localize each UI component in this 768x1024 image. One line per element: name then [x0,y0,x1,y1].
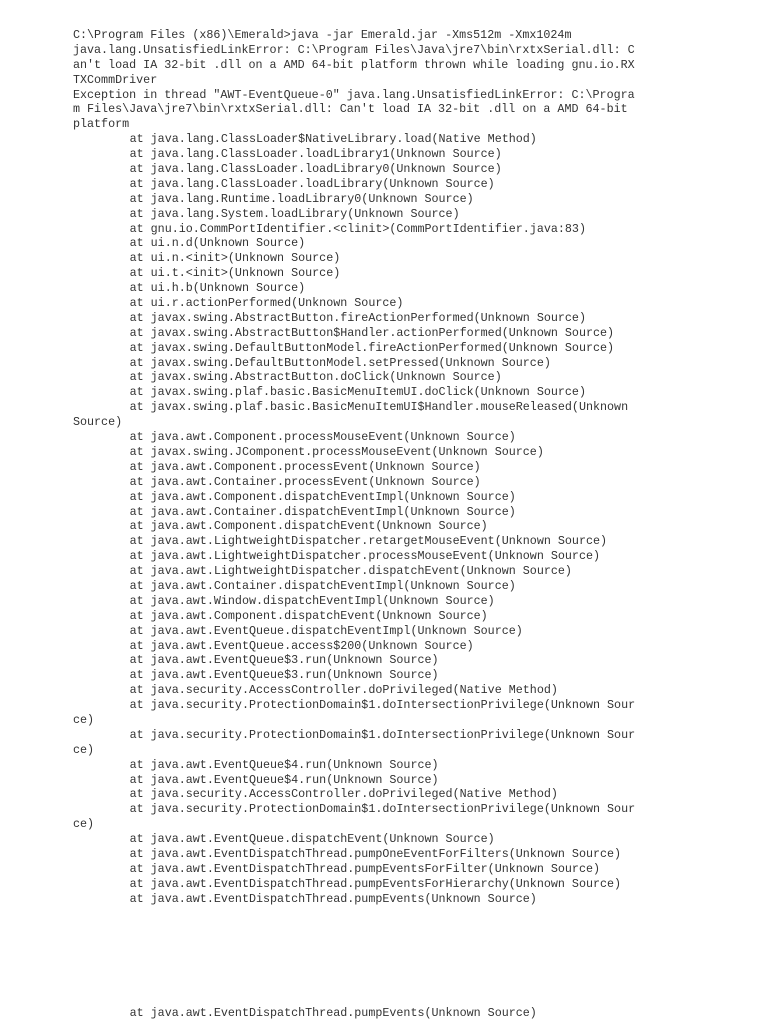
stack-frame-line: at java.awt.EventQueue$3.run(Unknown Source) [129,653,439,668]
stack-frame-line: at java.awt.LightweightDispatcher.retargetMouseEvent(Unknown Source) [129,534,608,549]
stack-frame-line: at ui.n.d(Unknown Source) [129,236,306,251]
stack-frame-line: at java.awt.Component.processEvent(Unknown Source) [129,459,481,474]
console-line: java.lang.UnsatisfiedLinkError: C:\Program Files\Java\jre7\bin\rxtxSerial.dll: C [72,42,635,57]
stack-frame-line: at java.security.ProtectionDomain$1.doIntersectionPrivilege(Unknown Sour [129,802,636,817]
console-line: ce) [72,742,95,757]
stack-frame-line: at java.awt.Container.dispatchEventImpl(Unknown Source) [129,504,516,519]
stack-frame-line: at java.lang.ClassLoader.loadLibrary0(Unknown Source) [129,162,502,177]
stack-frame-line: at java.awt.EventQueue$4.run(Unknown Source) [129,772,439,787]
stack-frame-line: at java.awt.Container.processEvent(Unknown Source) [129,474,481,489]
stack-frame-line: at java.awt.EventQueue$4.run(Unknown Source) [129,757,439,772]
stack-frame-line: at ui.t.<init>(Unknown Source) [129,266,341,281]
stack-frame-line: at java.awt.Component.dispatchEvent(Unknown Source) [129,608,488,623]
stack-trace-tail [0,1006,559,1021]
stack-frame-line: at java.lang.ClassLoader$NativeLibrary.load(Native Method) [129,132,537,147]
console-line: an't load IA 32-bit .dll on a AMD 64-bit platform thrown while loading gnu.io.RX [72,57,635,72]
console-line: m Files\Java\jre7\bin\rxtxSerial.dll: Can't load IA 32-bit .dll on a AMD 64-bit [72,102,628,117]
stack-frame-line: at javax.swing.DefaultButtonModel.fireActionPerformed(Unknown Source) [129,340,615,355]
stack-frame-line: at javax.swing.plaf.basic.BasicMenuItemUI.doClick(Unknown Source) [129,385,586,400]
stack-frame-line: at java.awt.EventDispatchThread.pumpOneEventForFilters(Unknown Source) [129,846,622,861]
console-line: C:\Program Files (x86)\Emerald>java -jar Emerald.jar -Xms512m -Xmx1024m [72,28,572,42]
stack-frame-line: at java.awt.Component.dispatchEvent(Unknown Source) [129,519,488,534]
stack-frame-line: at java.awt.EventQueue.dispatchEvent(Unknown Source) [129,832,495,847]
stack-frame-line: at javax.swing.JComponent.processMouseEvent(Unknown Source) [129,444,544,459]
stack-frame-line: at javax.swing.plaf.basic.BasicMenuItemUI$Handler.mouseReleased(Unknown [129,400,629,415]
stack-frame-line: at java.security.ProtectionDomain$1.doIntersectionPrivilege(Unknown Sour [129,727,636,742]
stack-frame-line: at java.awt.Component.dispatchEventImpl(Unknown Source) [129,489,516,504]
stack-frame-line: at java.security.ProtectionDomain$1.doIntersectionPrivilege(Unknown Sour [129,698,636,713]
stack-frame-line: at ui.n.<init>(Unknown Source) [129,251,341,266]
stack-frame-line: at java.awt.EventDispatchThread.pumpEventsForFilter(Unknown Source) [129,861,601,876]
stack-frame-line: at java.lang.ClassLoader.loadLibrary1(Unknown Source) [129,147,502,162]
stack-frame-line: at java.security.AccessController.doPrivileged(Native Method) [129,787,558,802]
stack-frame-line: at java.awt.LightweightDispatcher.processMouseEvent(Unknown Source) [129,549,601,564]
console-line: ce) [72,817,95,832]
stack-frame-line: at java.awt.Window.dispatchEventImpl(Unknown Source) [129,593,495,608]
stack-frame-line: at gnu.io.CommPortIdentifier.<clinit>(CommPortIdentifier.java:83) [129,221,586,236]
stack-frame-line: at java.awt.EventDispatchThread.pumpEvents(Unknown Source) [129,1006,537,1020]
stack-frame-line: at java.awt.EventDispatchThread.pumpEvents(Unknown Source) [129,891,537,906]
stack-frame-line: at java.awt.Component.processMouseEvent(Unknown Source) [129,430,516,445]
stack-trace-block [0,28,662,907]
stack-frame-line: at javax.swing.AbstractButton.fireActionPerformed(Unknown Source) [129,310,586,325]
console-line: TXCommDriver [72,72,158,87]
stack-frame-line: at ui.h.b(Unknown Source) [129,281,306,296]
stack-frame-line: at java.awt.EventQueue$3.run(Unknown Source) [129,668,439,683]
stack-frame-line: at java.lang.System.loadLibrary(Unknown Source) [129,206,460,221]
stack-frame-line: at java.security.AccessController.doPrivileged(Native Method) [129,683,558,698]
console-line: platform [72,117,130,132]
stack-frame-line: at java.lang.ClassLoader.loadLibrary(Unknown Source) [129,176,495,191]
stack-frame-line: at ui.r.actionPerformed(Unknown Source) [129,296,404,311]
console-line: ce) [72,712,95,727]
stack-frame-line: at java.awt.Container.dispatchEventImpl(Unknown Source) [129,578,516,593]
stack-frame-line: at java.awt.EventQueue.dispatchEventImpl(Unknown Source) [129,623,523,638]
stack-frame-line: at java.awt.EventDispatchThread.pumpEventsForHierarchy(Unknown Source) [129,876,622,891]
console-line: Exception in thread "AWT-EventQueue-0" java.lang.UnsatisfiedLinkError: C:\Progra [72,87,635,102]
stack-frame-line: at java.awt.EventQueue.access$200(Unknown Source) [129,638,474,653]
stack-frame-line: at javax.swing.AbstractButton.doClick(Unknown Source) [129,370,502,385]
stack-frame-line: at javax.swing.DefaultButtonModel.setPressed(Unknown Source) [129,355,551,370]
console-line: Source) [72,415,123,430]
stack-frame-line: at javax.swing.AbstractButton$Handler.actionPerformed(Unknown Source) [129,325,615,340]
stack-frame-line: at java.awt.LightweightDispatcher.dispatchEvent(Unknown Source) [129,564,572,579]
stack-frame-line: at java.lang.Runtime.loadLibrary0(Unknown Source) [129,191,474,206]
